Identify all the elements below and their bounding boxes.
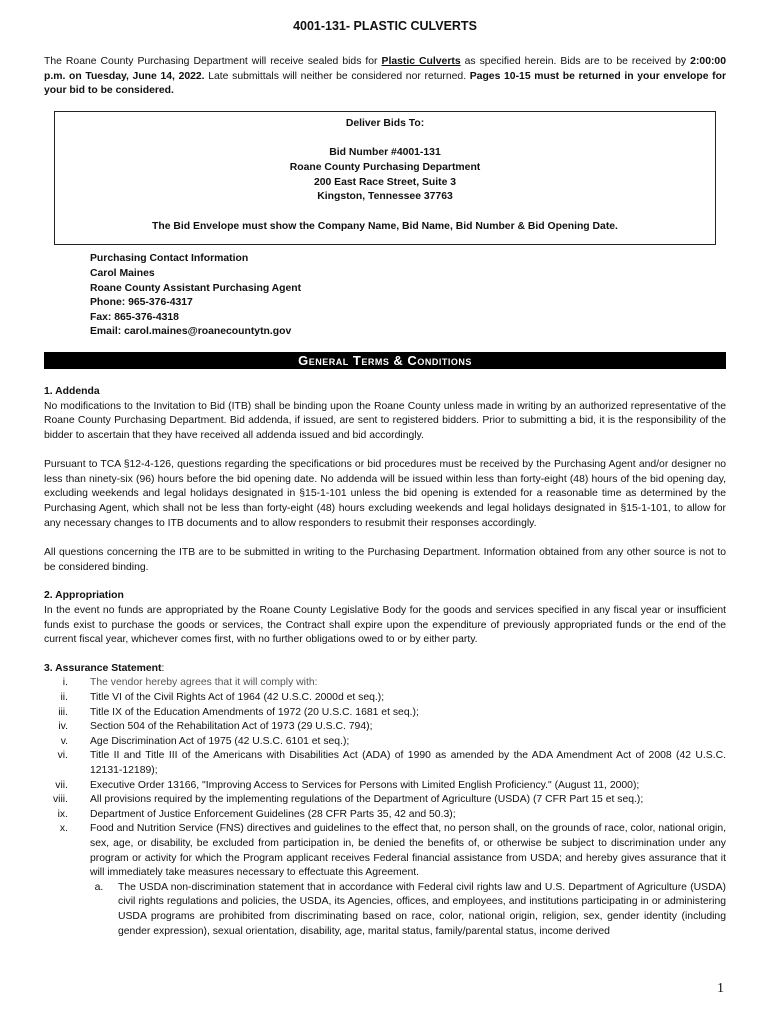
list-item: [44, 749, 726, 778]
page-number: 1: [717, 981, 724, 996]
deliver-street: 200 East Race Street, Suite 3: [313, 176, 457, 188]
intro-text-1: The Roane County Purchasing Department will receive sealed bids for: [44, 56, 382, 67]
addenda-paragraph-2: Pursuant to TCA §12-4-126, questions regarding the specifications or bid procedures must be received by the Purchasing Agent and/or designer no less than ninety-six (96) hours before the bid opening date. No addenda will be issued within less than forty-eight (48) hours of the bid opening day, excluding weekends and legal holidays designated in §15-1-101 unless the bid opening is extended for a reasonable time as determined by the Purchasing Agent, which shall not be less than forty-eight (48) hours excluding weekends and legal holidays designated in §15-1-101, to allow for any necessary changes to ITB documents and to allow responders to resubmit their responses accordingly.: [44, 459, 726, 529]
list-item-number: viii.: [52, 794, 68, 806]
appropriation-heading: 2. Appropriation: [44, 590, 124, 602]
deliver-bid-number: Bid Number #4001-131: [329, 147, 441, 159]
document-title: 4001-131- PLASTIC CULVERTS: [293, 19, 477, 33]
contact-block: [90, 252, 726, 340]
pages-return-note: Pages 10-15 must be returned in your envelope for your bid to be considered.: [44, 70, 726, 97]
list-item-number: ii.: [60, 692, 68, 703]
list-item: [44, 779, 726, 794]
list-item-text: Food and Nutrition Service (FNS) directives and guidelines to the effect that, no person shall, on the grounds of race, color, national origin, sex, age, or disability, be excluded from participation in, be denied the benefits of, or otherwise be subject to discrimination under any program or activity for which the Program applicant receives Federal financial assistance from USDA; and hereby gives assurance that it will immediately take measures necessary to effectuate this Agreement.: [90, 823, 726, 879]
assurance-heading-text: 3. Assurance Statement: [44, 662, 162, 674]
addenda-heading: 1. Addenda: [44, 385, 100, 397]
list-item: [44, 720, 726, 735]
list-item: [44, 706, 726, 721]
list-item-text: Title IX of the Education Amendments of 1972 (20 U.S.C. 1681 et seq.);: [90, 706, 419, 718]
list-item-text: Executive Order 13166, "Improving Access to Services for Persons with Limited English Proficiency." (August 11, 2000);: [90, 779, 640, 791]
deliver-heading: Deliver Bids To:: [345, 117, 425, 129]
list-item: [44, 822, 726, 880]
sub-list-item: [90, 881, 726, 939]
intro-text-2: as specified herein. Bids are to be received by: [460, 56, 691, 67]
list-item-number: ix.: [57, 808, 68, 820]
intro-text-3: Late submittals will neither be considered nor returned.: [204, 70, 470, 82]
addenda-paragraph-1: No modifications to the Invitation to Bid (ITB) shall be binding upon the Roane County unless made in writing by an authorized representative of the Roane County Purchasing Department. Bid addenda, if issued, are sent to registered bidders. Prior to submitting a bid, it is the responsibility of the bidder to ascertain that they have received all addenda issued and bid accordingly.: [44, 400, 726, 441]
assurance-list: [44, 676, 726, 939]
list-item-number: x.: [59, 823, 68, 835]
list-item-text: All provisions required by the implementing regulations of the Department of Agriculture (USDA) (7 CFR Part 15 et seq.);: [90, 794, 644, 806]
contact-fax: Fax: 865-376-4318: [90, 311, 179, 323]
addenda-paragraph-3: All questions concerning the ITB are to be submitted in writing to the Purchasing Department. Information obtained from any other source is not to be considered binding.: [44, 547, 726, 573]
list-item-number: i.: [62, 677, 68, 689]
contact-heading: Purchasing Contact Information: [90, 253, 249, 265]
intro-paragraph: [44, 55, 726, 99]
sub-list-item-text: The USDA non-discrimination statement that in accordance with Federal civil rights law and U.S. Department of Agriculture (USDA) civil rights regulations and policies, the USDA, its Agencies, offices, and employees, and institutions participating in or administering USDA programs are prohibited from discriminating based on race, color, national origin, religion, sex, gender identity (including gender expression), sexual orientation, disability, age, marital status, family/parental status, income derived: [118, 881, 726, 937]
bid-deadline: 2:00:00 p.m. on Tuesday, June 14, 2022.: [44, 56, 726, 82]
deliver-city: Kingston, Tennessee 37763: [317, 191, 453, 203]
list-item-text: Title II and Title III of the Americans with Disabilities Act (ADA) of 1990 as amended by the ADA Amendment Act of 2008 (42 U.S.C. 12131-12189);: [90, 750, 726, 776]
deliver-department: Roane County Purchasing Department: [289, 161, 481, 173]
list-item-number: v.: [60, 735, 68, 747]
list-item-text: Section 504 of the Rehabilitation Act of 1973 (29 U.S.C. 794);: [90, 721, 373, 733]
list-item-number: iii.: [58, 706, 68, 718]
contact-role: Roane County Assistant Purchasing Agent: [90, 282, 302, 294]
list-item: [44, 691, 726, 706]
assurance-heading-colon: :: [161, 662, 165, 674]
list-item-text: Title VI of the Civil Rights Act of 1964 (42 U.S.C. 2000d et seq.);: [90, 692, 385, 703]
list-item-number: vi.: [57, 750, 68, 762]
appropriation-paragraph: In the event no funds are appropriated by the Roane County Legislative Body for the goods and services specified in any fiscal year or insufficient funds exist to purchase the goods or services, the Contract shall expire upon the expenditure of previously appropriated funds or the end of the current fiscal year, whichever comes first, with no further obligations owed to or by either party.: [44, 605, 726, 646]
list-item: [44, 793, 726, 808]
list-item: [44, 808, 726, 823]
list-item-text: Age Discrimination Act of 1975 (42 U.S.C. 6101 et seq.);: [90, 735, 350, 747]
deliver-bids-box: [54, 111, 716, 246]
list-item: [44, 676, 726, 691]
list-item-text: Department of Justice Enforcement Guidelines (28 CFR Parts 35, 42 and 50.3);: [90, 808, 456, 820]
list-item-number: vii.: [55, 779, 68, 791]
list-item-number: iv.: [58, 721, 68, 733]
general-terms-heading: General Terms & Conditions: [44, 352, 726, 369]
assurance-heading: [44, 662, 726, 677]
contact-phone: Phone: 965-376-4317: [90, 297, 193, 309]
envelope-note: The Bid Envelope must show the Company Name, Bid Name, Bid Number & Bid Opening Date.: [152, 220, 618, 232]
sub-list-item-letter: a.: [94, 881, 104, 893]
list-item: [44, 735, 726, 750]
contact-email[interactable]: Email: carol.maines@roanecountytn.gov: [90, 326, 292, 338]
contact-name: Carol Maines: [90, 267, 155, 279]
bid-item-name: Plastic Culverts: [381, 56, 461, 67]
list-item-text: The vendor hereby agrees that it will comply with:: [90, 677, 318, 689]
